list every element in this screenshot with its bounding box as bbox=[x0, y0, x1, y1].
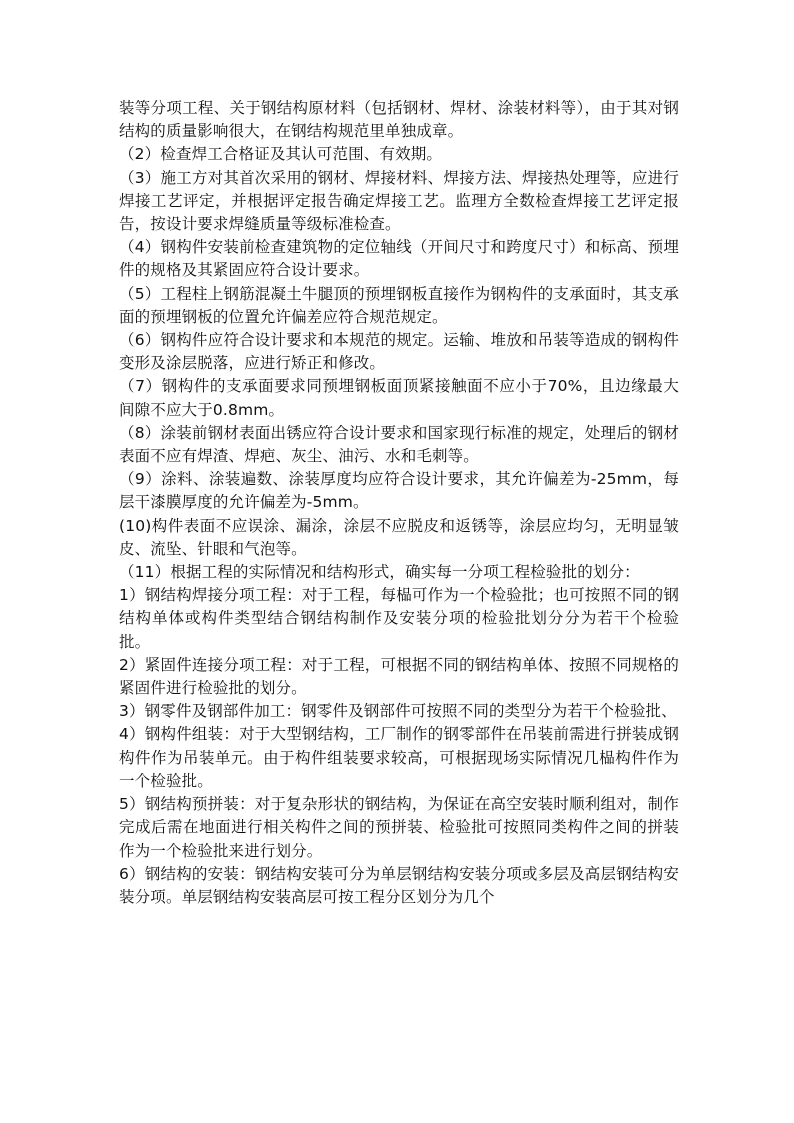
paragraph-item-6: （6）钢构件应符合设计要求和本规范的规定。运输、堆放和吊装等造成的钢构件变形及涂层脱落，应进行矫正和修改。 bbox=[119, 331, 679, 373]
paragraph-item-3: （3）施工方对其首次采用的钢材、焊接材料、焊接方法、焊接热处理等，应进行焊接工艺评定，并根据评定报告确定焊接工艺。监理方全数检查焊接工艺评定报告，按设计要求焊缝质量等级标准检查。 bbox=[119, 168, 679, 234]
paragraph-subitem-6: 6）钢结构的安装：钢结构安装可分为单层钢结构安装分项或多层及高层钢结构安装分项。单层钢结构安装高层可按工程分区划分为几个 bbox=[119, 864, 679, 906]
paragraph-item-2: （2）检查焊工合格证及其认可范围、有效期。 bbox=[119, 145, 443, 164]
paragraph-subitem-3: 3）钢零件及钢部件加工：钢零件及钢部件可按照不同的类型分为若干个检验批、 bbox=[119, 702, 677, 721]
paragraph-intro: 装等分项工程、关于钢结构原材料（包括钢材、焊材、涂装材料等），由于其对钢结构的质量影响很大，在钢结构规范里单独成章。 bbox=[119, 99, 679, 141]
paragraph-subitem-2: 2）紧固件连接分项工程：对于工程，可根据不同的钢结构单体、按照不同规格的紧固件进行检验批的划分。 bbox=[119, 655, 679, 698]
paragraph-item-4: （4）钢构件安装前检查建筑物的定位轴线（开间尺寸和跨度尺寸）和标高、预埋件的规格及其紧固应符合设计要求。 bbox=[119, 238, 679, 280]
paragraph-subitem-4: 4）钢构件组装：对于大型钢结构，工厂制作的钢零部件在吊装前需进行拼装成钢构件作为吊装单元。由于构件组装要求较高，可根据现场实际情况几榀构件作为一个检验批。 bbox=[119, 725, 679, 790]
paragraph-item-8: （8）涂装前钢材表面出锈应符合设计要求和国家现行标准的规定，处理后的钢材表面不应有焊渣、焊疤、灰尘、油污、水和毛刺等。 bbox=[119, 423, 679, 466]
paragraph-item-10: (10)构件表面不应误涂、漏涂，涂层不应脱皮和返锈等，涂层应均匀，无明显皱皮、流坠、针眼和气泡等。 bbox=[119, 516, 679, 558]
paragraph-item-5: （5）工程柱上钢筋混凝土牛腿顶的预埋钢板直接作为钢构件的支承面时，其支承面的预埋钢板的位置允许偏差应符合规范规定。 bbox=[119, 284, 679, 326]
paragraph-item-7: （7）钢构件的支承面要求同预埋钢板面顶紧接触面不应小于70%，且边缘最大间隙不应大于0.8mm。 bbox=[119, 377, 679, 419]
paragraph-subitem-5: 5）钢结构预拼装：对于复杂形状的钢结构，为保证在高空安装时顺利组对，制作完成后需在地面进行相关构件之间的预拼装、检验批可按照同类构件之间的拼装作为一个检验批来进行划分。 bbox=[119, 795, 679, 860]
paragraph-item-9: （9）涂料、涂装遍数、涂装厚度均应符合设计要求，其允许偏差为-25mm，每层干漆膜厚度的允许偏差为-5mm。 bbox=[119, 470, 679, 512]
paragraph-item-11: （11）根据工程的实际情况和结构形式，确实每一分项工程检验批的划分： bbox=[119, 563, 640, 582]
paragraph-subitem-1: 1）钢结构焊接分项工程：对于工程，每榀可作为一个检验批；也可按照不同的钢结构单体或构件类型结合钢结构制作及安装分项的检验批划分分为若干个检验批。 bbox=[119, 586, 679, 651]
document-body bbox=[119, 97, 679, 909]
